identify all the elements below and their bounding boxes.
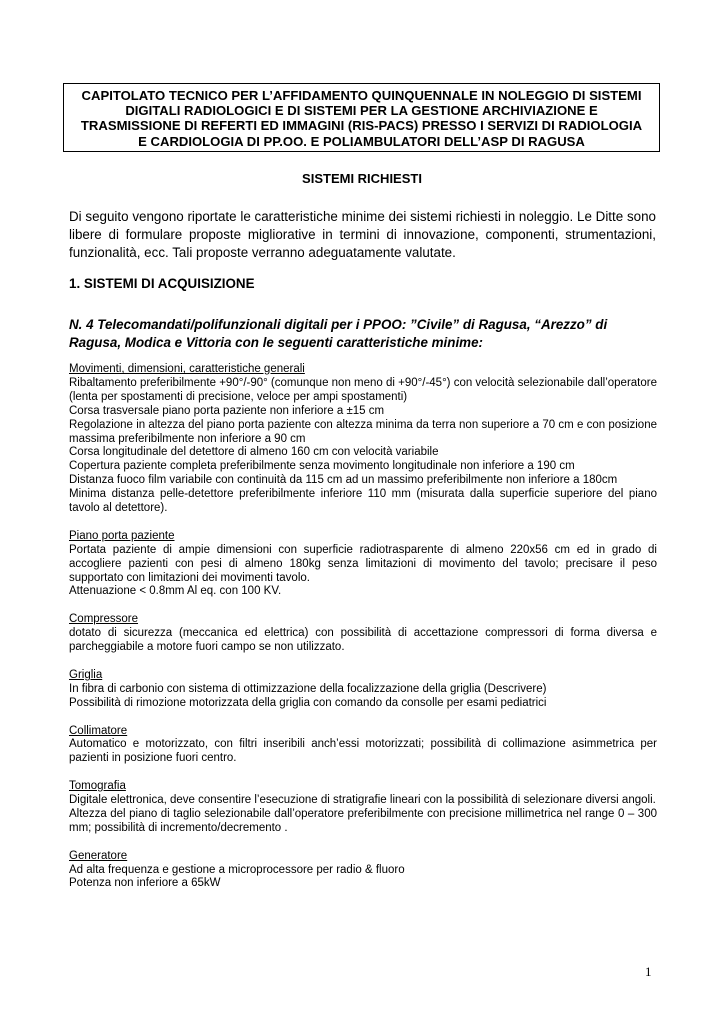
document-title-box	[63, 83, 660, 152]
block-line: Corsa longitudinale del detettore di almeno 160 cm con velocità variabile	[69, 446, 439, 459]
block-line: Distanza fuoco film variabile con continuità da 115 cm ad un massimo preferibilmente non inferiore a 180cm	[69, 474, 618, 487]
block-title: Collimatore	[69, 724, 128, 737]
block-line: Regolazione in altezza del piano porta paziente con altezza minima da terra non superiore a 70 cm e con posizione massima preferibilmente non inferiore a 90 cm	[69, 418, 657, 445]
block-line: Ad alta frequenza e gestione a microprocessore per radio & fluoro	[69, 863, 405, 876]
requirement-block-generatore	[69, 850, 657, 892]
block-line: Ribaltamento preferibilmente +90°/-90° (comunque non meno di +90°/-45°) con velocità selezionabile dall’operatore (lenta per spostamenti di precisione, veloce per ampi spostamenti)	[69, 376, 657, 403]
requirement-block-movimenti	[69, 363, 657, 516]
requirement-block-collimatore	[69, 725, 657, 767]
block-line: Altezza del piano di taglio selezionabile dall’operatore preferibilmente con precisione millimetrica nel range 0 – 300 mm; possibilità di incremento/decremento .	[69, 807, 657, 834]
block-line: Attenuazione < 0.8mm Al eq. con 100 KV.	[69, 585, 282, 598]
block-line: Potenza non inferiore a 65kW	[69, 877, 221, 890]
block-title: Movimenti, dimensioni, caratteristiche generali	[69, 363, 305, 375]
block-line: Copertura paziente completa preferibilmente senza movimento longitudinale non inferiore a 190 cm	[69, 460, 575, 473]
requirements-list	[69, 363, 657, 905]
block-title: Tomografia	[69, 780, 126, 793]
block-title: Generatore	[69, 849, 128, 862]
page-number: 1	[645, 964, 652, 979]
title-line: DIGITALI RADIOLOGICI E DI SISTEMI PER LA GESTIONE ARCHIVIAZIONE E	[125, 103, 598, 119]
block-line: dotato di sicurezza (meccanica ed elettrica) con possibilità di accettazione compressori di forma diversa e parcheggiabile a motore fuori campo se non utilizzato.	[69, 627, 657, 654]
title-line: E CARDIOLOGIA DI PP.OO. E POLIAMBULATORI DELL’ASP DI RAGUSA	[138, 133, 585, 149]
requirement-block-tomografia	[69, 780, 657, 836]
acquisition-heading: 1. SISTEMI DI ACQUISIZIONE	[69, 276, 255, 291]
block-line: Portata paziente di ampie dimensioni con superficie radiotrasparente di almeno 220x56 cm ed in grado di accogliere pazienti con pesi di almeno 180kg senza limitazioni di movimento del tavolo; precisare il peso supportato con limitazioni dei movimenti tavolo.	[69, 543, 657, 584]
title-line: CAPITOLATO TECNICO PER L’AFFIDAMENTO QUINQUENNALE IN NOLEGGIO DI SISTEMI	[81, 88, 642, 103]
intro-paragraph: Di seguito vengono riportate le caratteristiche minime dei sistemi richiesti in noleggio. Le Ditte sono libere di formulare proposte migliorative in termini di innovazione, componenti, strumentazioni, funzionalità, ecc. Tali proposte verranno adeguatamente valutate.	[69, 209, 656, 261]
block-line: In fibra di carbonio con sistema di ottimizzazione della focalizzazione della griglia (Descrivere)	[69, 682, 547, 695]
block-line: Minima distanza pelle-detettore preferibilmente inferiore 110 mm (misurata dalla superficie superiore del piano tavolo al detettore).	[69, 488, 657, 515]
block-line: Corsa trasversale piano porta paziente non inferiore a ±15 cm	[69, 404, 385, 417]
block-title: Compressore	[69, 613, 139, 626]
block-title: Griglia	[69, 668, 103, 681]
requirement-block-compressore	[69, 613, 657, 655]
block-line: Automatico e motorizzato, con filtri inseribili anch’essi motorizzati; possibilità di collimazione asimmetrica per pazienti in posizione fuori centro.	[69, 738, 657, 765]
block-line: Possibilità di rimozione motorizzata della griglia con comando da consolle per esami pediatrici	[69, 696, 547, 709]
title-line: TRASMISSIONE DI REFERTI ED IMMAGINI (RIS-PACS) PRESSO I SERVIZI DI RADIOLOGIA	[80, 118, 643, 134]
requirement-block-piano	[69, 530, 657, 600]
block-line: Digitale elettronica, deve consentire l’esecuzione di stratigrafie lineari con la possibilità di selezionare diversi angoli.	[69, 794, 656, 807]
equipment-subtitle: N. 4 Telecomandati/polifunzionali digitali per i PPOO: ”Civile” di Ragusa, “Arezzo” di Ragusa, Modica e Vittoria con le seguenti caratteristiche minime:	[69, 317, 608, 351]
section-heading: SISTEMI RICHIESTI	[302, 171, 422, 186]
block-title: Piano porta paziente	[69, 529, 175, 542]
requirement-block-griglia	[69, 669, 657, 711]
